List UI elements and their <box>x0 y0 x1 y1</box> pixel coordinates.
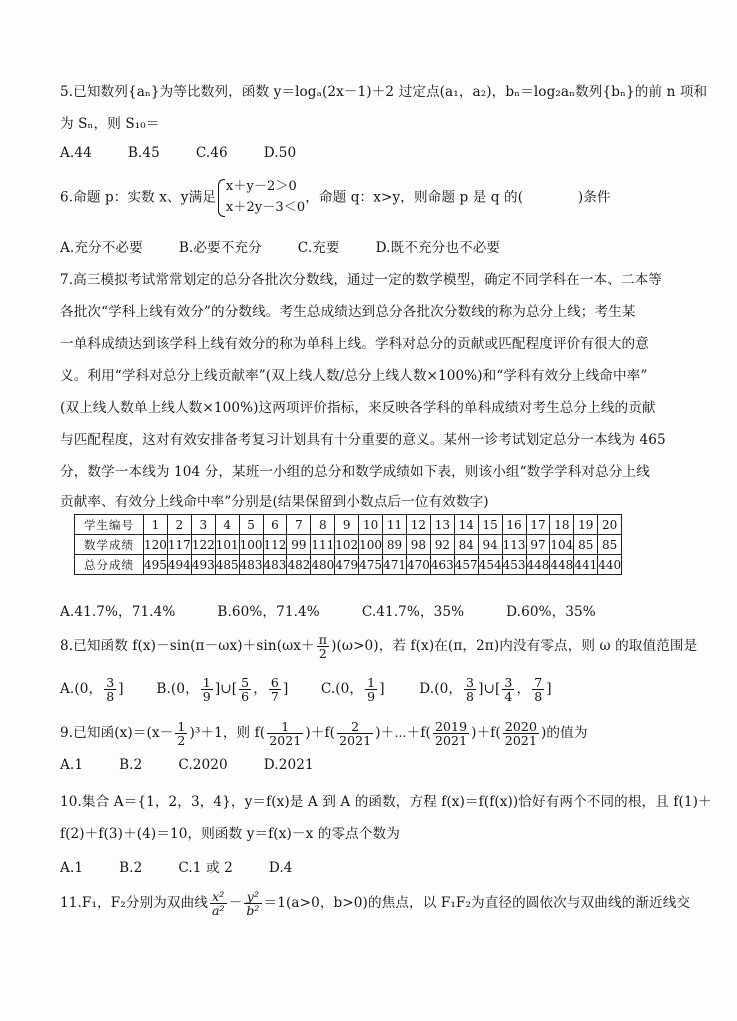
q10-line1: 10.集合 A＝{1，2，3，4}，y＝f(x)是 A 到 A 的函数，方程 f(x)＝f(f(x))恰好有两个不同的根，且 f(1)＋ <box>60 794 712 810</box>
table-cell: 104 <box>550 535 574 555</box>
den: b² <box>246 903 260 919</box>
q6-ineq1: x＋y－2＞0 <box>225 179 297 194</box>
score-table <box>74 514 622 575</box>
table-cell: 85 <box>598 535 622 555</box>
table-cell: 7 <box>287 515 311 535</box>
table-cell: 6 <box>263 515 287 535</box>
table-cell: 112 <box>263 535 287 555</box>
table-cell: 12 <box>406 515 430 535</box>
q5-option-c: C.46 <box>195 145 228 161</box>
table-cell: 494 <box>167 555 191 575</box>
num: x² <box>210 890 227 904</box>
q7-line2: 各批次“学科上线有效分”的分数线。考生总成绩达到总分各批次分数线的称为总分上线；考生某 <box>60 304 636 320</box>
q6-line <box>60 177 611 219</box>
q7-line7: 分，数学一本线为 104 分，某班一小组的总分和数学成绩如下表，则该小组“数学学科对总分上线 <box>60 464 650 480</box>
q8-d-pre: D.(0， <box>419 681 463 698</box>
q9-dots: )＋⋯＋f( <box>375 725 431 742</box>
q11-minus: － <box>228 895 243 912</box>
table-cell: 10 <box>359 515 383 535</box>
q6-prefix: 6.命题 p：实数 x、y满足 <box>60 189 216 206</box>
den: 8 <box>534 689 543 705</box>
table-cell: 89 <box>383 535 407 555</box>
q8-b-pre: B.(0， <box>156 681 199 698</box>
num: 1 <box>267 720 303 734</box>
table-cell: 493 <box>191 555 215 575</box>
q8-b-frac2 <box>239 676 251 703</box>
q7-line4: 义。利用“学科对总分上线贡献率”(双上线人数/总分上线人数×100%)和“学科有效分上线命中率” <box>60 368 648 384</box>
table-cell: 483 <box>263 555 287 575</box>
q8-b-post: ] <box>282 681 289 698</box>
q6-suffix: ，命题 q：x>y，则命题 p 是 q 的( )条件 <box>305 189 611 206</box>
q9-plus1: )＋f( <box>305 725 336 742</box>
table-row-ids <box>75 515 622 535</box>
table-cell: 3 <box>191 515 215 535</box>
table-cell: 20 <box>598 515 622 535</box>
table-cell: 470 <box>406 555 430 575</box>
table-cell: 19 <box>574 515 598 535</box>
den: 9 <box>202 689 211 705</box>
q8-d-frac2 <box>502 676 514 703</box>
q6-option-d: D.既不充分也不必要 <box>375 240 501 256</box>
table-cell: 475 <box>359 555 383 575</box>
den: 2021 <box>339 733 372 749</box>
table-cell: 113 <box>502 535 526 555</box>
q8-options <box>60 676 552 703</box>
q9-f4 <box>503 720 539 747</box>
table-cell: 2 <box>167 515 191 535</box>
table-cell: 92 <box>430 535 454 555</box>
table-cell: 15 <box>478 515 502 535</box>
table-cell: 8 <box>311 515 335 535</box>
table-cell: 471 <box>383 555 407 575</box>
q8-option-a <box>60 676 152 703</box>
table-cell: 11 <box>383 515 407 535</box>
num: 7 <box>534 675 543 690</box>
table-cell: 99 <box>287 535 311 555</box>
table-cell: 457 <box>454 555 478 575</box>
table-cell: 495 <box>144 555 168 575</box>
table-cell: 122 <box>191 535 215 555</box>
q8-b-frac3 <box>269 676 281 703</box>
q9-option-b: B.2 <box>119 757 143 773</box>
q6-option-c: C.充要 <box>297 240 340 256</box>
q5-option-a: A.44 <box>60 145 92 161</box>
num: 1 <box>367 675 376 690</box>
q7-line1: 7.高三模拟考试常常划定的总分各批次分数线，通过一定的数学模型，确定不同学科在一本、二本等 <box>60 272 662 288</box>
q5-line1: 5.已知数列{aₙ}为等比数列，函数 y＝logₐ(2x－1)＋2 过定点(a₁，a₂)，bₙ＝log₂aₙ数列{bₙ}的前 n 项和 <box>60 84 708 100</box>
table-cell: 18 <box>550 515 574 535</box>
table-row-math <box>75 535 622 555</box>
table-cell: 85 <box>574 535 598 555</box>
q7-option-c: C.41.7%，35% <box>361 604 465 620</box>
math-label: 数学成绩 <box>75 535 144 555</box>
den: 9 <box>367 689 376 705</box>
q8-c-post: ] <box>379 681 385 698</box>
den: 2021 <box>269 733 302 749</box>
num: 2 <box>337 720 373 734</box>
q8-b-sep: ， <box>253 681 267 698</box>
q8-c-pre: C.(0， <box>320 681 364 698</box>
num: 2020 <box>504 719 538 734</box>
table-cell: 440 <box>598 555 622 575</box>
q9-suffix: )的值为 <box>541 725 588 742</box>
q7-option-d: D.60%，35% <box>506 604 596 620</box>
total-label: 总分成绩 <box>75 555 144 575</box>
table-cell: 117 <box>167 535 191 555</box>
q8-b-frac1 <box>201 676 213 703</box>
table-cell: 100 <box>239 535 263 555</box>
q8-a-frac <box>104 676 116 703</box>
num: 1 <box>177 719 186 734</box>
table-cell: 448 <box>550 555 574 575</box>
q9-line <box>60 720 588 747</box>
den: a² <box>211 903 225 919</box>
q8-d-sep: ， <box>516 681 531 698</box>
q9-option-c: C.2020 <box>178 757 228 773</box>
q8-option-d <box>419 676 551 703</box>
table-cell: 94 <box>478 535 502 555</box>
num: 3 <box>106 675 115 690</box>
table-cell: 16 <box>502 515 526 535</box>
q9-options <box>60 757 350 773</box>
q7-options <box>60 600 632 620</box>
q11-suffix: ＝1(a>0，b>0)的焦点，以 F₁F₂为直径的圆依次与双曲线的渐近线交 <box>263 895 691 912</box>
q9-mid: )³＋1，则 f( <box>189 725 266 742</box>
q5-line2: 为 Sₙ，则 S₁₀＝ <box>60 116 160 132</box>
q8-option-b <box>156 676 316 703</box>
q10-option-a: A.1 <box>60 860 84 876</box>
table-cell: 101 <box>215 535 239 555</box>
q6-ineq2: x＋2y－3＜0 <box>225 199 306 215</box>
table-cell: 1 <box>144 515 168 535</box>
table-cell: 120 <box>144 535 168 555</box>
table-cell: 98 <box>406 535 430 555</box>
q9-f3 <box>433 720 469 747</box>
q8-d-mid: ]∪[ <box>478 681 501 698</box>
den: 8 <box>106 689 115 705</box>
q8-d-frac1 <box>464 676 476 703</box>
q9-option-a: A.1 <box>60 757 84 773</box>
q6-options <box>60 236 536 256</box>
table-cell: 448 <box>526 555 550 575</box>
den: 4 <box>504 689 513 705</box>
q9-half <box>175 720 187 747</box>
table-cell: 9 <box>335 515 359 535</box>
q5-option-d: D.50 <box>263 145 297 161</box>
q9-option-d: D.2021 <box>263 757 314 773</box>
q8-a-post: ] <box>118 681 124 698</box>
q8-d-frac3 <box>532 676 544 703</box>
q5-option-b: B.45 <box>127 145 160 161</box>
table-cell: 13 <box>430 515 454 535</box>
table-cell: 441 <box>574 555 598 575</box>
q6-system <box>216 177 305 219</box>
q8-prefix: 8.已知函数 f(x)－sin(π－ωx)＋sin(ωx＋ <box>60 638 315 655</box>
table-cell: 483 <box>239 555 263 575</box>
table-cell: 454 <box>478 555 502 575</box>
q7-option-b: B.60%，71.4% <box>217 604 320 620</box>
table-cell: 4 <box>215 515 239 535</box>
q8-d-post: ] <box>546 681 552 698</box>
header-label: 学生编号 <box>75 515 144 535</box>
q5-options <box>60 145 332 161</box>
q11-prefix: 11.F₁，F₂分别为双曲线 <box>60 895 208 912</box>
table-cell: 17 <box>526 515 550 535</box>
den: 2021 <box>504 733 538 749</box>
q7-option-a: A.41.7%，71.4% <box>60 604 176 620</box>
table-cell: 111 <box>311 535 335 555</box>
q6-option-b: B.必要不充分 <box>178 240 262 256</box>
q8-b-mid: ]∪[ <box>214 681 238 698</box>
table-cell: 102 <box>335 535 359 555</box>
q8-frac-num: π <box>318 632 328 647</box>
num: 1 <box>202 675 211 690</box>
num: 3 <box>504 675 513 690</box>
num: 5 <box>241 675 250 690</box>
den: 7 <box>270 689 279 705</box>
q7-line6: 与匹配程度，这对有效安排备考复习计划具有十分重要的意义。某州一诊考试划定总分一本线为 465 <box>60 432 666 448</box>
q8-c-frac <box>365 676 377 703</box>
table-cell: 100 <box>359 535 383 555</box>
q8-frac-den: 2 <box>318 646 327 662</box>
q8-pi-fraction <box>317 633 329 660</box>
table-cell: 84 <box>454 535 478 555</box>
q8-a-pre: A.(0， <box>60 681 103 698</box>
table-cell: 463 <box>430 555 454 575</box>
q10-options <box>60 856 329 876</box>
q11-y-frac <box>244 890 261 917</box>
q7-line3: 一单科成绩达到该学科上线有效分的称为单科上线。学科对总分的贡献或匹配程度评价有很大的意 <box>60 336 649 352</box>
num: y² <box>244 890 261 904</box>
q9-f1 <box>267 720 303 747</box>
table-cell: 482 <box>287 555 311 575</box>
q7-line5: (双上线人数单上线人数×100%)这两项评价指标，来反映各学科的单科成绩对考生总分上线的贡献 <box>60 400 656 416</box>
table-cell: 480 <box>311 555 335 575</box>
den: 2 <box>177 733 186 749</box>
q8-suffix: )(ω>0)，若 f(x)在(π，2π)内没有零点，则 ω 的取值范围是 <box>331 638 698 655</box>
den: 8 <box>466 689 475 705</box>
q11-x-frac <box>210 890 227 917</box>
den: 2021 <box>434 733 468 749</box>
q10-line2: f(2)＋f(3)＋(4)＝10，则函数 y＝f(x)－x 的零点个数为 <box>60 826 400 842</box>
num: 6 <box>270 675 279 690</box>
table-cell: 479 <box>335 555 359 575</box>
num: 2019 <box>434 719 468 734</box>
table-cell: 453 <box>502 555 526 575</box>
q10-option-c: C.1 或 2 <box>178 860 233 876</box>
table-cell: 97 <box>526 535 550 555</box>
q9-f2 <box>337 720 373 747</box>
q9-prefix: 9.已知函(x)＝(x－ <box>60 725 174 742</box>
q9-plus2: )＋f( <box>471 725 501 742</box>
q10-option-d: D.4 <box>268 860 293 876</box>
q7-line8: 贡献率、有效分上线命中率”分别是(结果保留到小数点后一位有效数字) <box>60 494 489 510</box>
q11-line <box>60 890 690 917</box>
q8-option-c <box>321 676 415 703</box>
table-row-total <box>75 555 622 575</box>
table-cell: 485 <box>215 555 239 575</box>
num: 3 <box>466 675 475 690</box>
q10-option-b: B.2 <box>119 860 143 876</box>
table-cell: 5 <box>239 515 263 535</box>
q6-option-a: A.充分不必要 <box>60 240 143 256</box>
den: 6 <box>241 689 250 705</box>
table-cell: 14 <box>454 515 478 535</box>
q8-line <box>60 633 697 660</box>
